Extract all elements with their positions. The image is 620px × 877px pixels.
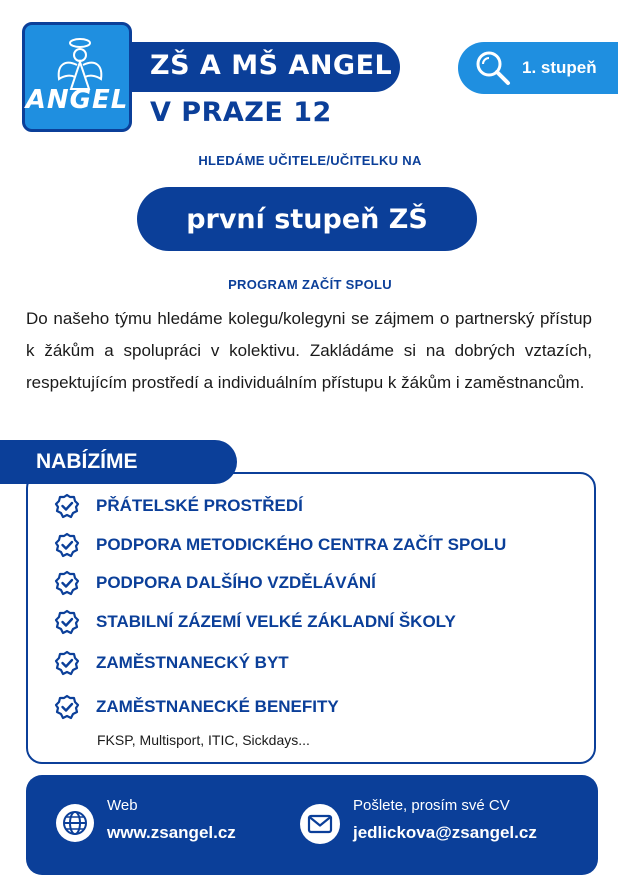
offer-label: STABILNÍ ZÁZEMÍ VELKÉ ZÁKLADNÍ ŠKOLY (96, 612, 456, 631)
benefits-detail: FKSP, Multisport, ITIC, Sickdays... (97, 732, 310, 748)
angel-icon (55, 35, 105, 91)
cv-label: Pošlete, prosím své CV (353, 797, 510, 814)
offer-label: PODPORA DALŠÍHO VZDĚLÁVÁNÍ (96, 573, 376, 592)
offer-item (54, 530, 506, 560)
program-name: PROGRAM ZAČÍT SPOLU (228, 277, 392, 292)
offer-item (54, 692, 339, 722)
check-circle-icon (54, 609, 80, 635)
offers-title: NABÍZÍME (0, 440, 237, 484)
check-circle-icon (54, 570, 80, 596)
level-label: 1. stupeň (522, 58, 597, 77)
school-name: ZŠ A MŠ ANGEL (150, 50, 393, 81)
offer-label: ZAMĚSTNANECKÝ BYT (96, 653, 289, 672)
offer-label: PŘÁTELSKÉ PROSTŘEDÍ (96, 496, 303, 515)
check-circle-icon (54, 493, 80, 519)
offer-item (54, 491, 303, 521)
check-circle-icon (54, 650, 80, 676)
search-icon (474, 49, 512, 87)
level-badge (458, 42, 618, 94)
job-description: Do našeho týmu hledáme kolegu/kolegyni se zájmem o partnerský přístup k žákům a spolupráci v kolektivu. Zakládáme si na dobrých vztazích, respektujícím prostředí a individuálním přístupu k žákům i zaměstnancům. (26, 309, 592, 392)
seeking-heading: HLEDÁME UČITELE/UČITELKU NA (198, 153, 422, 168)
position-title: první stupeň ZŠ (137, 187, 477, 251)
offer-item (54, 568, 376, 598)
mail-icon (299, 803, 341, 845)
globe-icon (55, 803, 95, 843)
offer-item (54, 648, 289, 678)
email-link[interactable]: jedlickova@zsangel.cz (353, 823, 537, 842)
offer-label: ZAMĚSTNANECKÉ BENEFITY (96, 697, 339, 716)
web-link[interactable]: www.zsangel.cz (107, 823, 236, 842)
check-circle-icon (54, 694, 80, 720)
web-label: Web (107, 797, 138, 814)
school-location: V PRAZE 12 (150, 97, 332, 128)
offer-label: PODPORA METODICKÉHO CENTRA ZAČÍT SPOLU (96, 535, 507, 554)
school-logo (22, 22, 132, 132)
check-circle-icon (54, 532, 80, 558)
offer-item (54, 607, 456, 637)
logo-text: ANGEL (25, 85, 129, 115)
